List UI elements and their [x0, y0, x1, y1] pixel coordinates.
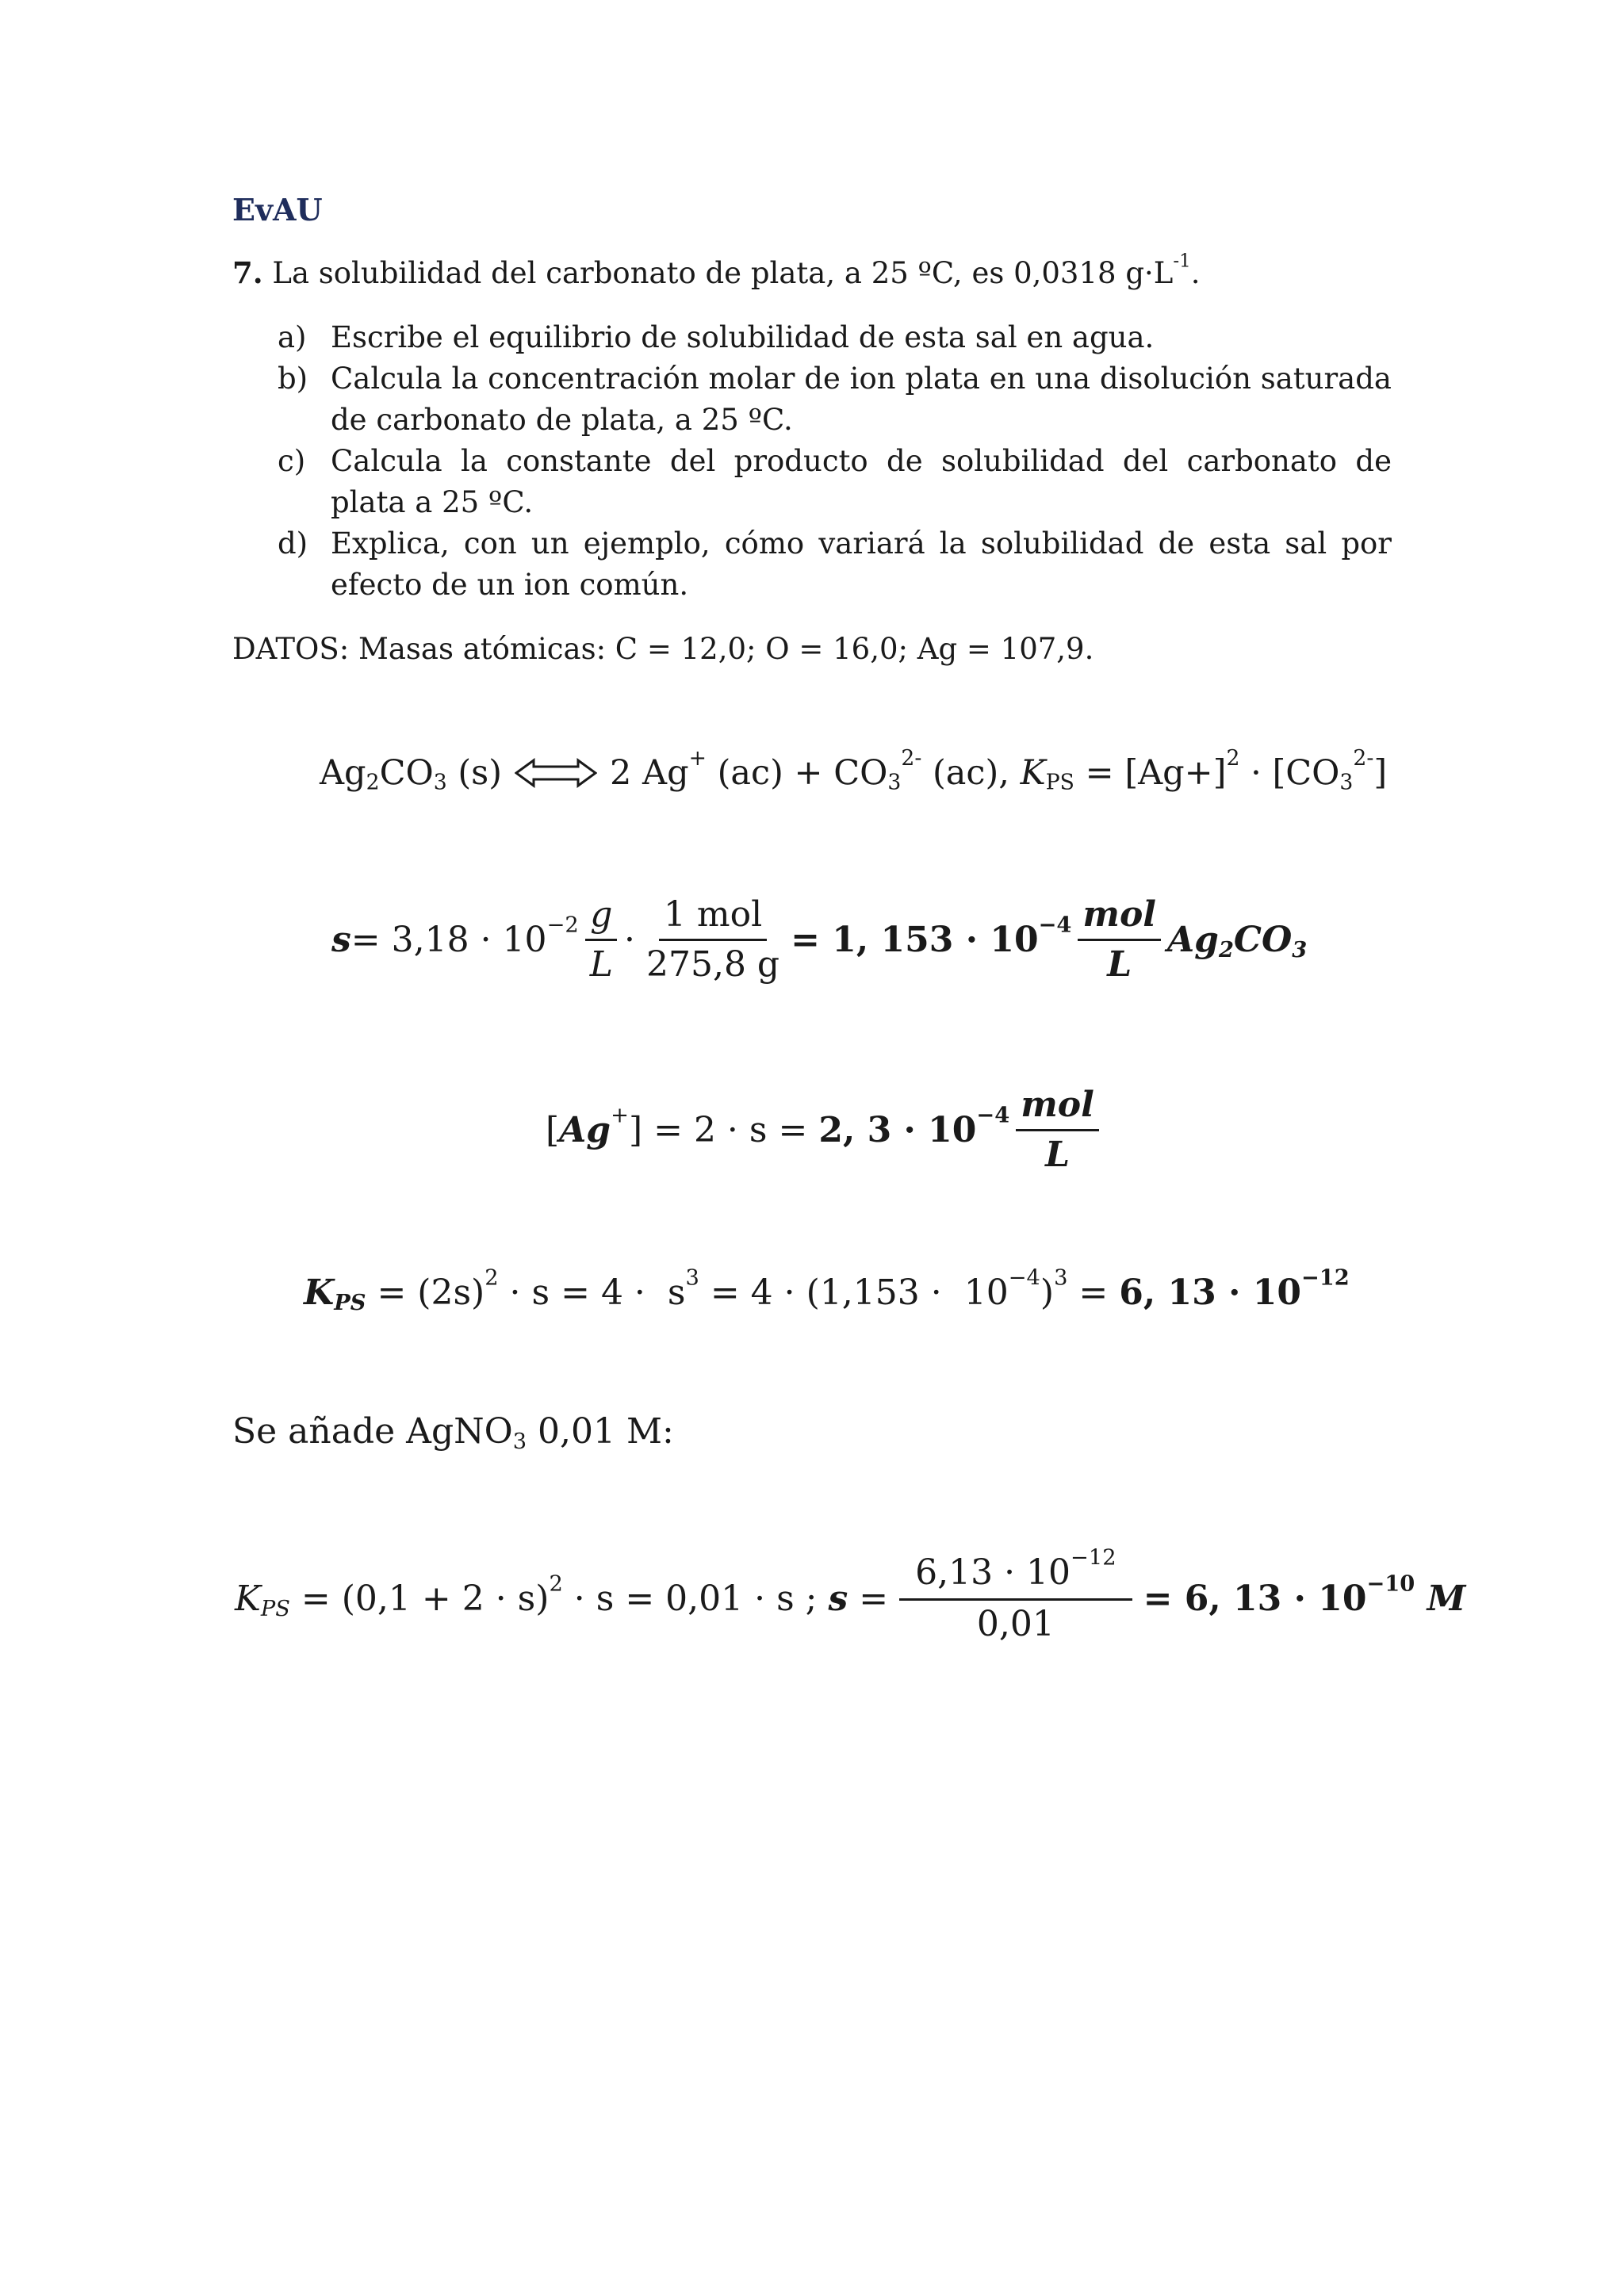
fraction-molar-mass: $\frac{\text{1 mol}}{275,8 g}$ — [645, 894, 780, 985]
fraction-g-per-l: $\frac{g}{L}$ — [585, 896, 618, 985]
question-statement — [232, 251, 1201, 290]
silver-concentration-equation — [546, 1086, 1105, 1175]
question-text-end: . — [1190, 256, 1201, 290]
item-label: c) — [278, 444, 306, 478]
item-label: a) — [278, 320, 307, 354]
list-item — [278, 317, 1392, 358]
eq3-mid: = 2 · s = — [642, 1110, 819, 1151]
eq2-compound: $Ag_2CO_3$ — [1167, 920, 1308, 963]
eq2-s: s — [331, 920, 351, 961]
kps-equation — [304, 1265, 1350, 1315]
eq2-dot: · — [623, 920, 635, 961]
item-label: d) — [278, 526, 308, 561]
eq4-expression: = $(2s)^2 \cdot s = 4 \cdot s^3 = 4 \cdot (1,153 \cdot 10^{-4})^3$ = — [366, 1265, 1120, 1313]
eq4-result: 6, $13 \cdot 10^{-12}$ — [1119, 1265, 1350, 1313]
eq4-k: $K_{PS}$ — [304, 1272, 366, 1315]
eq5-equals: = — [848, 1578, 889, 1620]
item-text: Escribe el equilibrio de solubilidad de esta sal en agua. — [331, 320, 1155, 354]
eq5-expression: = $(0,1 + 2 \cdot s)^2 \cdot s = 0,01 \cdot s$ ; — [289, 1571, 829, 1620]
eq2-result: = 1, $153 \cdot 10^{-4}$ — [791, 912, 1072, 961]
list-item — [278, 358, 1392, 441]
item-text: Explica, con un ejemplo, cómo variará la solubilidad de esta sal por efecto de un ion común. — [331, 526, 1392, 602]
eq1-left: $Ag_2CO_3$ (s) — [320, 753, 502, 795]
eq5-result: = 6, $13 \cdot 10^{-10}$ — [1143, 1571, 1415, 1620]
item-text: Calcula la constante del producto de solubilidad del carbonato de plata a 25 ºC. — [331, 444, 1392, 519]
fraction-mol-per-l: $\frac{\text{mol}}{L}$ — [1016, 1086, 1099, 1175]
item-text: Calcula la concentración molar de ion plata en una disolución saturada de carbonato de plata, a 25 ºC. — [331, 362, 1392, 437]
fraction-kps-over-concentration: $\frac{6,13 \cdot 10^{-12}}{0,01}$ — [899, 1554, 1132, 1644]
question-number: 7. — [232, 255, 263, 290]
equilibrium-equation — [320, 746, 1388, 795]
question-text-sup: -1 — [1173, 251, 1191, 272]
list-item — [278, 523, 1392, 606]
eq5-unit: M — [1415, 1578, 1466, 1620]
double-arrow-icon — [515, 757, 597, 789]
list-item — [278, 441, 1392, 523]
eq5-s: s — [828, 1578, 848, 1620]
eq2-value: = $3,18 \cdot 10^{-2}$ — [350, 913, 579, 961]
common-ion-equation — [235, 1545, 1466, 1645]
eq3-result: 2, $3 \cdot 10^{-4}$ — [818, 1102, 1010, 1151]
question-text: La solubilidad del carbonato de plata, a 25 ºC, es 0,0318 g·L — [272, 256, 1174, 290]
common-ion-note: Se añade AgNO$_3$ 0,01 M: — [232, 1411, 674, 1454]
data-line: DATOS: Masas atómicas: C = 12,0; O = 16,0; Ag = 107,9. — [232, 632, 1094, 666]
eq3-lhs: [Ag+] — [546, 1103, 643, 1151]
eq1-right: 2 Ag+ $(ac) + CO_3^{2-}$ (ac), $K_{PS} = [Ag+]^2 \cdot [CO_3^{2-}]$ — [609, 746, 1388, 795]
item-label: b) — [278, 362, 308, 396]
eq5-k: $K_{PS}$ — [235, 1578, 290, 1622]
fraction-mol-per-l: $\frac{\text{mol}}{L}$ — [1078, 896, 1161, 985]
solubility-equation — [331, 896, 1307, 985]
page-header: EvAU — [232, 192, 323, 228]
question-items — [278, 317, 1392, 606]
